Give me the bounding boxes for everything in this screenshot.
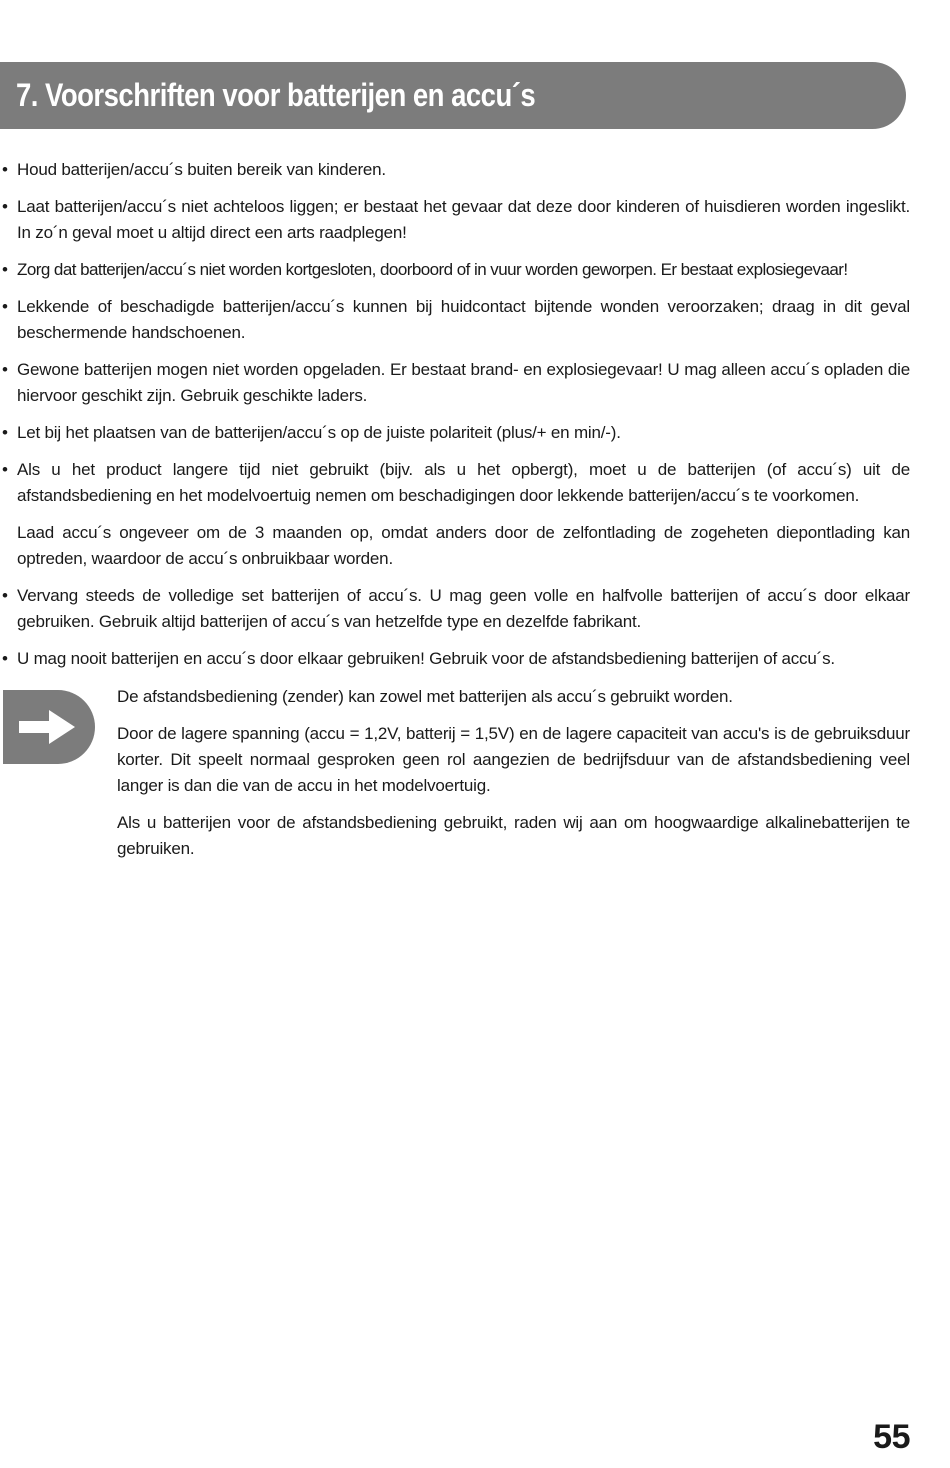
list-item-text: Gewone batterijen mogen niet worden opgeladen. Er bestaat brand- en explosiegevaar! U mag alleen accu´s opladen die hiervoor geschikt zijn. Gebruik geschikte laders.	[17, 360, 910, 405]
list-item-text: Als u het product langere tijd niet gebruikt (bijv. als u het opbergt), moet u de batterijen (of accu´s) uit de afstandsbediening en het modelvoertuig nemen om beschadigingen door lekkende batterijen/accu´s te voorkomen.	[17, 460, 910, 505]
bullet-marker: •	[2, 423, 8, 442]
note-text	[117, 684, 910, 873]
list-item-text: Houd batterijen/accu´s buiten bereik van kinderen.	[17, 160, 386, 179]
list-item	[0, 457, 910, 509]
list-item	[0, 157, 910, 183]
bullet-marker: •	[2, 586, 8, 605]
note-paragraph: Als u batterijen voor de afstandsbediening gebruikt, raden wij aan om hoogwaardige alkalinebatterijen te gebruiken.	[117, 813, 910, 858]
list-item-text: U mag nooit batterijen en accu´s door elkaar gebruiken! Gebruik voor de afstandsbediening batterijen of accu´s.	[17, 649, 835, 668]
note-paragraph: De afstandsbediening (zender) kan zowel met batterijen als accu´s gebruikt worden.	[117, 687, 733, 706]
bullet-marker: •	[2, 649, 8, 668]
list-item-text: Let bij het plaatsen van de batterijen/accu´s op de juiste polariteit (plus/+ en min/-).	[17, 423, 621, 442]
bullet-marker: •	[2, 260, 8, 279]
list-item	[0, 420, 910, 446]
page-number: 55	[873, 1418, 910, 1456]
list-item-continuation	[0, 520, 910, 572]
list-item-text: Vervang steeds de volledige set batterijen of accu´s. U mag geen volle en halfvolle batterijen of accu´s door elkaar gebruiken. Gebruik altijd batterijen of accu´s van hetzelfde type en dezelfde fabrikant.	[17, 586, 910, 631]
list-item-text: Laad accu´s ongeveer om de 3 maanden op, omdat anders door de zelfontlading de zogeheten diepontlading kan optreden, waardoor de accu´s onbruikbaar worden.	[17, 523, 910, 568]
section-header-bar	[0, 62, 906, 129]
arrow-right-icon	[3, 690, 95, 764]
bullet-marker: •	[2, 460, 8, 479]
list-item	[0, 257, 910, 283]
bullet-marker: •	[2, 160, 8, 179]
list-item-text: Laat batterijen/accu´s niet achteloos liggen; er bestaat het gevaar dat deze door kinderen of huisdieren worden ingeslikt. In zo´n geval moet u altijd direct een arts raadplegen!	[17, 197, 910, 242]
section-title: 7. Voorschriften voor batterijen en accu´s	[16, 77, 536, 113]
list-item-text: Lekkende of beschadigde batterijen/accu´s kunnen bij huidcontact bijtende wonden veroorzaken; draag in dit geval beschermende handschoenen.	[17, 297, 910, 342]
bullet-marker: •	[2, 297, 8, 316]
bullet-marker: •	[2, 197, 8, 216]
note-paragraph: Door de lagere spanning (accu = 1,2V, batterij = 1,5V) en de lagere capaciteit van accu's is de gebruiksduur korter. Dit speelt normaal gesproken geen rol aangezien de bedrijfsduur van de afstandsbediening veel langer is dan die van de accu in het modelvoertuig.	[117, 724, 910, 795]
list-item	[0, 646, 910, 672]
list-item	[0, 583, 910, 635]
instructions-list	[0, 157, 910, 683]
list-item	[0, 357, 910, 409]
list-item-text: Zorg dat batterijen/accu´s niet worden kortgesloten, doorboord of in vuur worden geworpen. Er bestaat explosiegevaar!	[17, 260, 848, 279]
bullet-marker: •	[2, 360, 8, 379]
list-item	[0, 194, 910, 246]
list-item	[0, 294, 910, 346]
